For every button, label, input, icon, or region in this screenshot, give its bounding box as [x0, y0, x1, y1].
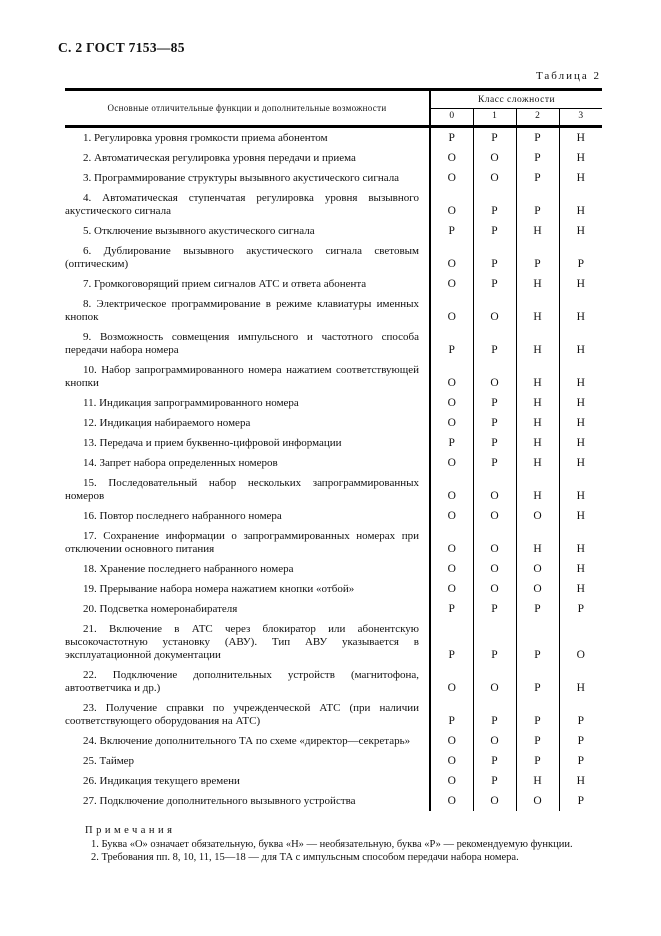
class-3-value: Н — [559, 473, 602, 506]
class-3-value: Н — [559, 294, 602, 327]
page-header: С. 2 ГОСТ 7153—85 — [58, 40, 185, 55]
column-header-class-1: 1 — [473, 109, 516, 127]
table-row — [65, 665, 602, 698]
class-1-value: О — [473, 473, 516, 506]
class-0-value: О — [430, 506, 473, 526]
function-label: 3. Программирование структуры вызывного акустического сигнала — [65, 168, 430, 188]
class-1-value: Р — [473, 599, 516, 619]
function-label: 4. Автоматическая ступенчатая регулировка уровня вызывного акустического сигнала — [65, 188, 430, 221]
class-2-value: О — [516, 559, 559, 579]
table-row — [65, 241, 602, 274]
function-label: 7. Громкоговорящий прием сигналов АТС и ответа абонента — [65, 274, 430, 294]
table-row — [65, 360, 602, 393]
class-1-value: Р — [473, 619, 516, 665]
class-0-value: О — [430, 791, 473, 811]
table-row — [65, 619, 602, 665]
class-3-value: Р — [559, 599, 602, 619]
class-3-value: О — [559, 619, 602, 665]
class-0-value: О — [430, 665, 473, 698]
function-label: 23. Получение справки по учрежденческой АТС (при наличии соответствующего оборудования на АТС) — [65, 698, 430, 731]
class-2-value: Н — [516, 526, 559, 559]
class-1-value: Р — [473, 188, 516, 221]
column-header-class-2: 2 — [516, 109, 559, 127]
table-row — [65, 731, 602, 751]
class-3-value: Н — [559, 665, 602, 698]
class-1-value: О — [473, 526, 516, 559]
function-label: 13. Передача и прием буквенно-цифровой информации — [65, 433, 430, 453]
table-caption: Таблица 2 — [535, 70, 601, 82]
table-row — [65, 698, 602, 731]
class-3-value: Н — [559, 393, 602, 413]
class-3-value: Н — [559, 526, 602, 559]
table-row — [65, 751, 602, 771]
class-1-value: О — [473, 294, 516, 327]
table-row — [65, 188, 602, 221]
class-0-value: О — [430, 148, 473, 168]
class-0-value: О — [430, 751, 473, 771]
function-label: 21. Включение в АТС через блокиратор или абонентскую высокочастотную установку (АВУ). Тип АВУ указывается в эксплуатационной документации — [65, 619, 430, 665]
table-row — [65, 221, 602, 241]
class-2-value: Н — [516, 433, 559, 453]
page-content — [65, 70, 602, 864]
class-0-value: О — [430, 413, 473, 433]
table-row — [65, 791, 602, 811]
class-2-value: Н — [516, 221, 559, 241]
table-row — [65, 473, 602, 506]
class-2-value: Р — [516, 599, 559, 619]
function-label: 18. Хранение последнего набранного номера — [65, 559, 430, 579]
function-label: 6. Дублирование вызывного акустического сигнала световым (оптическим) — [65, 241, 430, 274]
class-2-value: Н — [516, 473, 559, 506]
column-header-functions: Основные отличительные функции и дополнительные возможности — [65, 90, 430, 127]
class-0-value: О — [430, 168, 473, 188]
class-0-value: О — [430, 241, 473, 274]
class-2-value: Н — [516, 771, 559, 791]
class-0-value: О — [430, 559, 473, 579]
function-label: 9. Возможность совмещения импульсного и частотного способа передачи набора номера — [65, 327, 430, 360]
class-1-value: Р — [473, 274, 516, 294]
class-0-value: Р — [430, 619, 473, 665]
class-0-value: Р — [430, 127, 473, 149]
note-item-2: 2. Требования пп. 8, 10, 11, 15—18 — для ТА с импульсным способом передачи набора номера. — [91, 852, 519, 863]
class-0-value: О — [430, 453, 473, 473]
class-1-value: О — [473, 559, 516, 579]
class-1-value: Р — [473, 771, 516, 791]
table-row — [65, 506, 602, 526]
table-row — [65, 327, 602, 360]
class-2-value: Р — [516, 168, 559, 188]
table-row — [65, 274, 602, 294]
class-0-value: О — [430, 579, 473, 599]
class-0-value: Р — [430, 698, 473, 731]
column-header-class-3: 3 — [559, 109, 602, 127]
features-table — [65, 88, 602, 811]
class-2-value: Р — [516, 148, 559, 168]
class-3-value: Р — [559, 731, 602, 751]
class-1-value: Р — [473, 327, 516, 360]
table-row — [65, 599, 602, 619]
class-3-value: Р — [559, 751, 602, 771]
table-row — [65, 413, 602, 433]
function-label: 5. Отключение вызывного акустического сигнала — [65, 221, 430, 241]
class-1-value: Р — [473, 127, 516, 149]
notes-section — [65, 825, 595, 864]
class-1-value: Р — [473, 413, 516, 433]
class-0-value: О — [430, 526, 473, 559]
table-row — [65, 771, 602, 791]
class-0-value: О — [430, 360, 473, 393]
class-2-value: Р — [516, 731, 559, 751]
class-1-value: Р — [473, 221, 516, 241]
class-1-value: О — [473, 506, 516, 526]
table-row — [65, 579, 602, 599]
class-1-value: О — [473, 168, 516, 188]
class-3-value: Н — [559, 221, 602, 241]
function-label: 24. Включение дополнительного ТА по схеме «директор—секретарь» — [65, 731, 430, 751]
function-label: 2. Автоматическая регулировка уровня передачи и приема — [65, 148, 430, 168]
class-2-value: Н — [516, 453, 559, 473]
function-label: 26. Индикация текущего времени — [65, 771, 430, 791]
class-2-value: Н — [516, 413, 559, 433]
class-1-value: О — [473, 579, 516, 599]
table-row — [65, 559, 602, 579]
table-row — [65, 526, 602, 559]
class-0-value: О — [430, 473, 473, 506]
class-0-value: О — [430, 294, 473, 327]
class-3-value: Н — [559, 148, 602, 168]
class-3-value: Н — [559, 274, 602, 294]
class-2-value: Р — [516, 188, 559, 221]
class-1-value: О — [473, 360, 516, 393]
table-row — [65, 127, 602, 149]
class-3-value: Н — [559, 559, 602, 579]
class-2-value: Н — [516, 393, 559, 413]
table-row — [65, 433, 602, 453]
class-0-value: О — [430, 274, 473, 294]
class-2-value: О — [516, 791, 559, 811]
function-label: 12. Индикация набираемого номера — [65, 413, 430, 433]
class-2-value: Р — [516, 241, 559, 274]
table-row — [65, 453, 602, 473]
class-2-value: О — [516, 579, 559, 599]
class-1-value: О — [473, 731, 516, 751]
class-3-value: Н — [559, 168, 602, 188]
class-3-value: Н — [559, 453, 602, 473]
function-label: 8. Электрическое программирование в режиме клавиатуры именных кнопок — [65, 294, 430, 327]
class-3-value: Н — [559, 433, 602, 453]
class-3-value: Р — [559, 241, 602, 274]
class-1-value: Р — [473, 698, 516, 731]
class-2-value: Н — [516, 294, 559, 327]
function-label: 27. Подключение дополнительного вызывного устройства — [65, 791, 430, 811]
class-2-value: О — [516, 506, 559, 526]
class-3-value: Н — [559, 506, 602, 526]
function-label: 15. Последовательный набор нескольких запрограммированных номеров — [65, 473, 430, 506]
function-label: 20. Подсветка номеронабирателя — [65, 599, 430, 619]
class-0-value: Р — [430, 221, 473, 241]
column-header-class-0: 0 — [430, 109, 473, 127]
class-1-value: Р — [473, 433, 516, 453]
class-1-value: Р — [473, 751, 516, 771]
function-label: 11. Индикация запрограммированного номера — [65, 393, 430, 413]
function-label: 16. Повтор последнего набранного номера — [65, 506, 430, 526]
class-2-value: Р — [516, 751, 559, 771]
class-1-value: О — [473, 791, 516, 811]
class-1-value: О — [473, 148, 516, 168]
class-0-value: О — [430, 731, 473, 751]
class-0-value: Р — [430, 599, 473, 619]
class-3-value: Н — [559, 771, 602, 791]
function-label: 22. Подключение дополнительных устройств (магнитофона, автоответчика и др.) — [65, 665, 430, 698]
note-item-1: 1. Буква «О» означает обязательную, буква «Н» — необязательную, буква «Р» — рекомендуемую функции. — [91, 839, 573, 850]
class-2-value: Н — [516, 327, 559, 360]
function-label: 10. Набор запрограммированного номера нажатием соответствующей кнопки — [65, 360, 430, 393]
function-label: 1. Регулировка уровня громкости приема абонентом — [65, 127, 430, 149]
table-row — [65, 393, 602, 413]
class-3-value: Р — [559, 698, 602, 731]
class-3-value: Н — [559, 188, 602, 221]
class-3-value: Н — [559, 327, 602, 360]
table-body — [65, 127, 602, 812]
table-row — [65, 294, 602, 327]
class-3-value: Р — [559, 791, 602, 811]
class-1-value: О — [473, 665, 516, 698]
class-0-value: О — [430, 188, 473, 221]
function-label: 17. Сохранение информации о запрограммированных номерах при отключении основного питания — [65, 526, 430, 559]
class-3-value: Н — [559, 579, 602, 599]
class-1-value: Р — [473, 453, 516, 473]
class-1-value: Р — [473, 241, 516, 274]
class-2-value: Н — [516, 274, 559, 294]
function-label: 25. Таймер — [65, 751, 430, 771]
class-3-value: Н — [559, 360, 602, 393]
class-2-value: Р — [516, 619, 559, 665]
function-label: 14. Запрет набора определенных номеров — [65, 453, 430, 473]
class-0-value: О — [430, 771, 473, 791]
class-3-value: Н — [559, 413, 602, 433]
table-row — [65, 168, 602, 188]
class-2-value: Р — [516, 698, 559, 731]
notes-title: Примечания — [85, 825, 176, 836]
class-2-value: Р — [516, 127, 559, 149]
column-header-complexity-class: Класс сложности — [430, 90, 602, 109]
class-2-value: Н — [516, 360, 559, 393]
class-2-value: Р — [516, 665, 559, 698]
class-0-value: Р — [430, 433, 473, 453]
class-0-value: Р — [430, 327, 473, 360]
class-0-value: О — [430, 393, 473, 413]
table-row — [65, 148, 602, 168]
class-3-value: Н — [559, 127, 602, 149]
table-header — [65, 90, 602, 127]
function-label: 19. Прерывание набора номера нажатием кнопки «отбой» — [65, 579, 430, 599]
class-1-value: Р — [473, 393, 516, 413]
